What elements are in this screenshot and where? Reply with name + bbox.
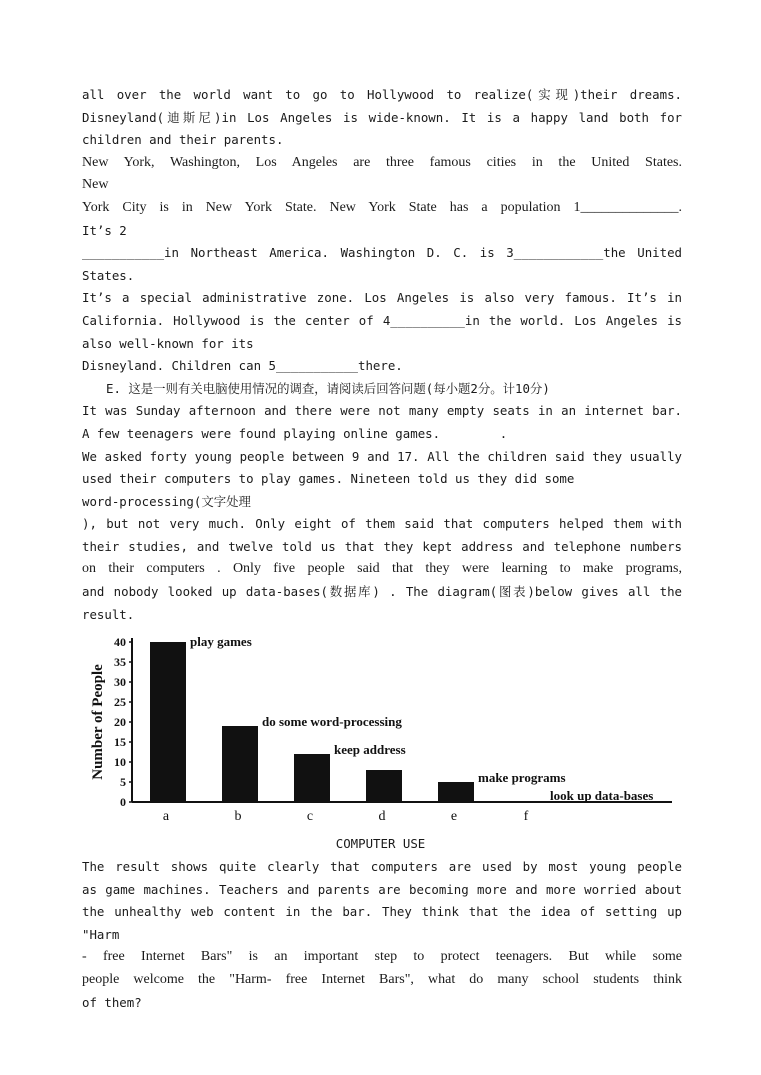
text-line: used their computers to play games. Nineteen told us they did some	[82, 471, 575, 487]
text-line: word-processing(文字处理	[82, 493, 251, 509]
text-line: Disneyland. Children can 5___________there.	[82, 358, 403, 374]
text-line: The result shows quite clearly that computers are used by most young people	[82, 859, 682, 874]
x-category-label: e	[450, 809, 458, 824]
section-e-heading: E. 这是一则有关电脑使用情况的调查，请阅读后回答问题(每小题2分。计10分)	[106, 380, 550, 396]
y-tick-label: 20	[114, 715, 126, 729]
bar-annotation: do some word-processing	[262, 714, 402, 729]
text-line: It’s 2	[82, 222, 127, 238]
text-line: - free Internet Bars" is an important step to protect teenagers. But while some	[82, 949, 682, 965]
y-tick-label: 5	[120, 775, 126, 789]
bar-annotation: make programs	[478, 770, 566, 785]
bar	[366, 770, 402, 802]
text-line: and nobody looked up data-bases(数据库) . The diagram(图表)below gives all the	[82, 584, 682, 600]
x-category-label: f	[523, 809, 529, 824]
bar-annotation: keep address	[334, 742, 406, 757]
text-line: result.	[82, 606, 135, 622]
text-line: children and their parents.	[82, 132, 284, 148]
computer-use-chart	[82, 630, 682, 830]
x-category-label: a	[162, 809, 170, 824]
y-tick-label: 15	[114, 735, 126, 749]
y-axis-label: Number of People	[90, 664, 106, 780]
bar-annotation: play games	[190, 634, 252, 649]
text-line: We asked forty young people between 9 and 17. All the children said they usually	[82, 448, 682, 464]
text-line: their studies, and twelve told us that they kept address and telephone numbers	[82, 538, 682, 554]
text-line: of them?	[82, 994, 142, 1010]
result-paragraph	[82, 856, 682, 1014]
bar	[150, 642, 186, 802]
bar	[294, 754, 330, 802]
text-line: ), but not very much. Only eight of them said that computers helped them with	[82, 516, 682, 532]
y-tick-label: 25	[114, 695, 126, 709]
y-tick-label: 0	[120, 795, 126, 809]
text-line: New York, Washington, Los Angeles are three famous cities in the United States.	[82, 154, 682, 170]
text-line: people welcome the "Harm- free Internet Bars", what do many school students think	[82, 971, 682, 987]
text-line: also well-known for its	[82, 335, 254, 351]
bar-chart	[82, 630, 682, 830]
text-line: all over the world want to go to Hollywood to realize(实现)their dreams.	[82, 87, 682, 102]
y-tick-label: 40	[114, 635, 126, 649]
text-line: A few teenagers were found playing online games. .	[82, 425, 508, 441]
text-line: as game machines. Teachers and parents are becoming more and more worried about	[82, 881, 682, 897]
text-line: York City is in New York State. New York State has a population 1______________.	[82, 199, 682, 215]
text-line: States.	[82, 267, 135, 283]
y-tick-label: 10	[114, 755, 126, 769]
text-line: on their computers . Only five people said that they were learning to make programs,	[82, 561, 682, 577]
text-line: It was Sunday afternoon and there were not many empty seats in an internet bar.	[82, 403, 682, 419]
chart-caption: COMPUTER USE	[335, 836, 426, 851]
bar	[222, 726, 258, 802]
text-line: Disneyland(迪斯尼)in Los Angeles is wide-known. It is a happy land both for	[82, 109, 682, 125]
passage-d	[82, 84, 682, 626]
text-line: New	[82, 177, 109, 193]
bar-annotation: look up data-bases	[550, 788, 654, 803]
x-category-label: d	[378, 809, 386, 824]
text-line: the unhealthy web content in the bar. They think that the idea of setting up "Harm	[82, 904, 682, 942]
bar	[438, 782, 474, 802]
y-tick-label: 30	[114, 675, 126, 689]
text-line: California. Hollywood is the center of 4__________in the world. Los Angeles is	[82, 312, 682, 328]
x-category-label: b	[234, 809, 242, 824]
text-line: ___________in Northeast America. Washington D. C. is 3____________the United	[82, 245, 682, 261]
text-line: It’s a special administrative zone. Los Angeles is also very famous. It’s in	[82, 290, 682, 306]
y-tick-label: 35	[114, 655, 126, 669]
x-category-label: c	[306, 809, 314, 824]
